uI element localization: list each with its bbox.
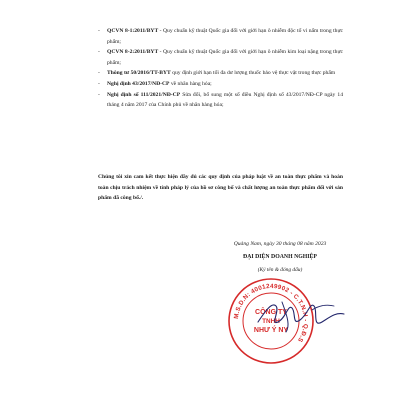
- regulation-text: - Quy chuẩn kỹ thuật Quốc gia đối với giới hạn ô nhiễm kim loại nặng trong thực phẩm;: [107, 49, 343, 66]
- regulation-code: Nghị định 43/2017/NĐ-CP: [107, 80, 170, 87]
- regulation-text: quy định giới hạn tối đa dư lượng thuốc bảo vệ thực vật trong thực phẩm: [170, 70, 336, 77]
- list-item: [98, 79, 343, 90]
- list-item: [98, 68, 343, 79]
- place-date: Quảng Nam, ngày 30 tháng 08 năm 2023: [233, 241, 327, 247]
- regulation-text: Sửa đổi, bổ sung một số điều Nghị định số 43/2017/NĐ-CP ngày 14 tháng 4 năm 2017 của Chính phủ về nhãn hàng hóa;: [107, 91, 343, 109]
- list-item: [98, 90, 343, 111]
- stamp-ring-text: M.S.D.N: 4001249902 - C.T.N.H - Q.Đ.S: [232, 282, 310, 344]
- stamp-line-name: NHƯ Ý NY: [253, 327, 289, 334]
- regulation-code: QCVN 8-1:2011/BYT: [107, 28, 159, 34]
- list-item: [98, 26, 343, 47]
- stamp-line-type: TNHH: [262, 318, 280, 325]
- regulation-text: về nhãn hàng hóa;: [169, 80, 212, 87]
- list-bullet: -: [98, 91, 100, 98]
- list-bullet: -: [98, 49, 100, 56]
- handwritten-signature: [252, 292, 348, 336]
- regulation-code: QCVN 8-2:2011/BYT: [107, 49, 159, 56]
- commitment-paragraph: Chúng tôi xin cam kết thực hiện đầy đủ các quy định của pháp luật về an toàn thực phẩm và hoàn toàn chịu trách nhiệm về tính pháp lý của hồ sơ công bố và chất lượng an toàn thực phẩm đối với sản phẩm đã công bố./.: [98, 174, 343, 202]
- stamp-line-company: CÔNG TY: [255, 309, 287, 316]
- regulation-list: [98, 26, 343, 111]
- regulation-code: Nghị định số 111/2021/NĐ-CP: [107, 91, 181, 98]
- regulation-text: - Quy chuẩn kỹ thuật Quốc gia đối với giới hạn ô nhiễm độc tố vi nấm trong thực phẩm;: [107, 28, 343, 45]
- list-item: [98, 47, 343, 68]
- representative-title: ĐẠI DIỆN DOANH NGHIỆP: [243, 254, 317, 260]
- list-bullet: -: [98, 28, 100, 34]
- list-bullet: -: [98, 70, 100, 77]
- list-bullet: -: [98, 80, 100, 87]
- regulation-code: Thông tư 50/2016/TT-BYT: [107, 70, 171, 77]
- sign-note: (Ký tên & đóng dấu): [257, 267, 303, 273]
